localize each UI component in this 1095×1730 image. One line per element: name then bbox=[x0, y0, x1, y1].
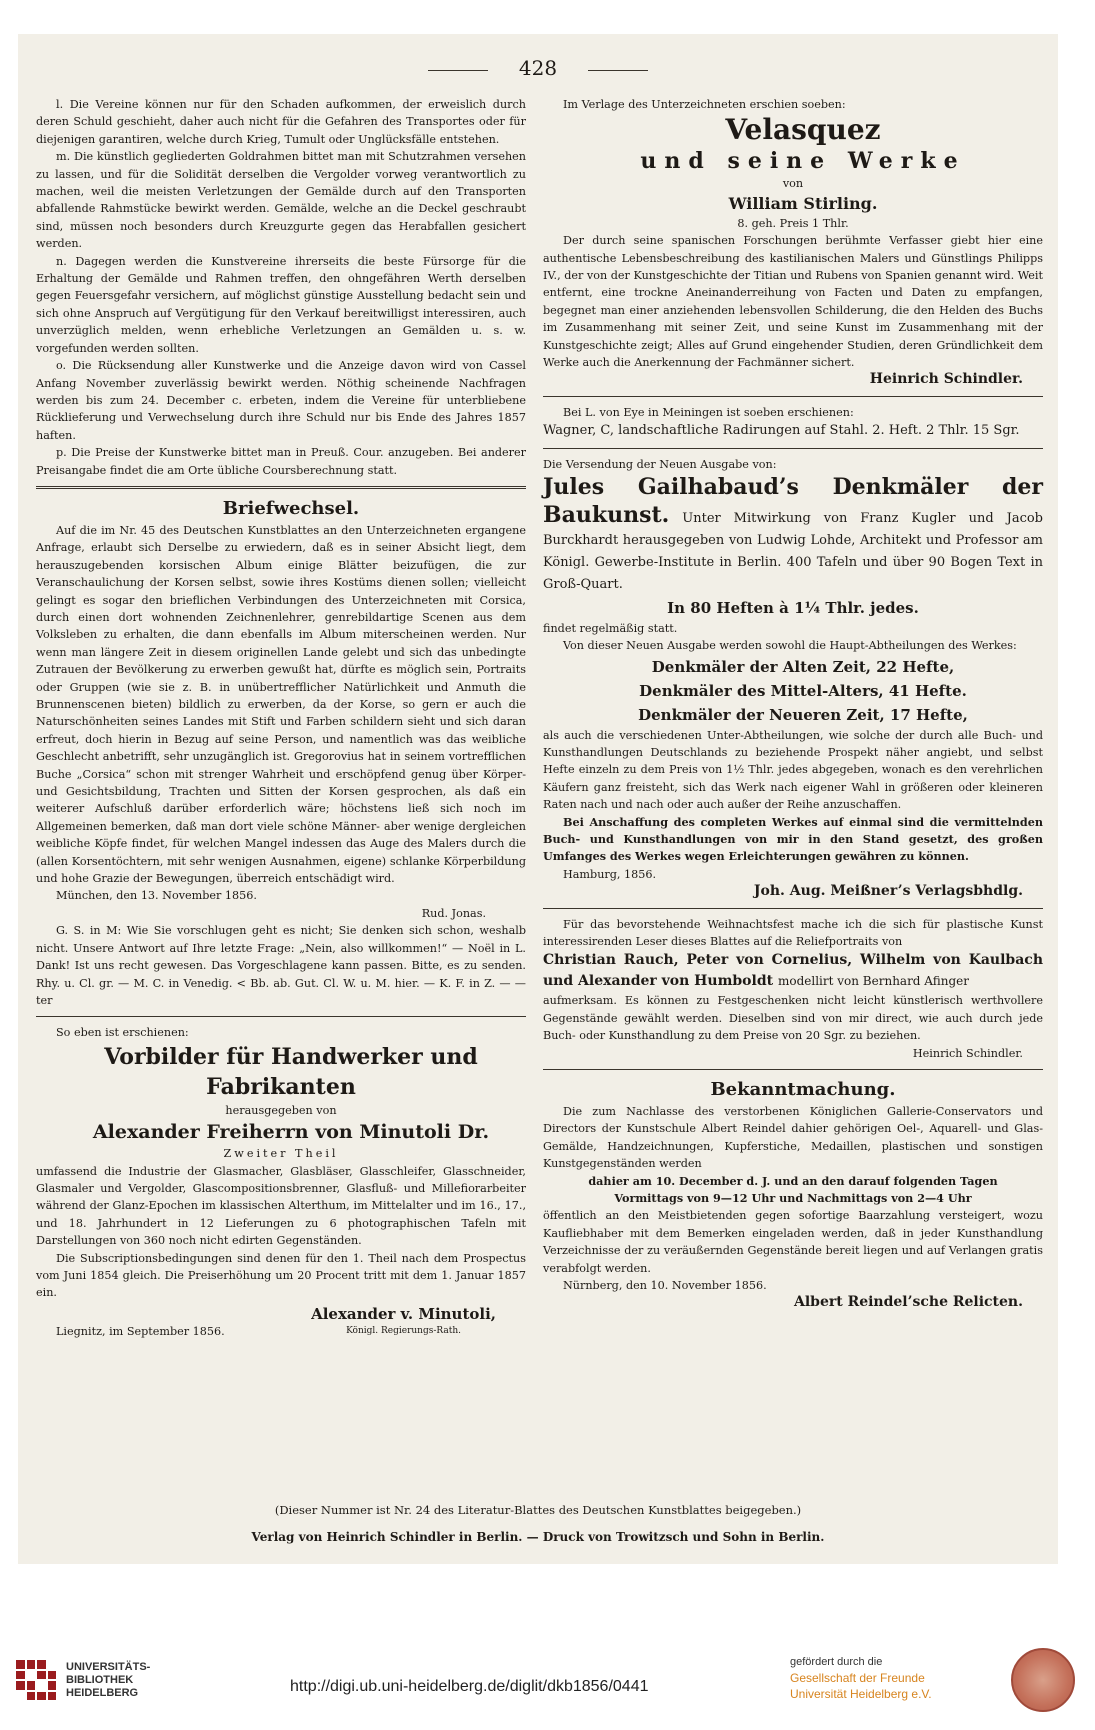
paragraph-l: l. Die Vereine können nur für den Schaden aufkommen, der erweislich durch deren Schuld geschieht, daher auch nicht für die Gefahren des Transportes oder für diejenigen garantiren, welche durch Krieg, Tumult oder Unglücksfälle entstehen. bbox=[36, 98, 526, 146]
sponsor-org: Gesellschaft der Freunde bbox=[790, 1671, 925, 1685]
velasquez-body: Der durch seine spanischen Forschungen berühmte Verfasser giebt hier eine authentische Lebensbeschreibung des kastilianischen Malers und Günstlings Philipps IV., der von der Kunstgeschichte der Titian und Rubens von Spanien genannt wird. Weit entfernt, eine trockne Aneinanderreihung von Facten und Daten zu empfangen, begegnet man einer anziehenden lebensvollen Schilderung, die den Helden des Buchs im Zusammenhang mit seiner Zeit, und seine Kunst im Zusammenhang mit der Kunstgeschichte zeigt; Alles auf Grund eingehender Studien, deren Gründlichkeit dem Werke auch die Anerkennung der Fachmänner sichert. bbox=[543, 234, 1043, 370]
list-item: Denkmäler des Mittel-Alters, 41 Hefte. bbox=[639, 681, 967, 700]
library-logo[interactable] bbox=[16, 1660, 150, 1700]
jules-findet: findet regelmäßig statt. bbox=[543, 621, 678, 635]
jules-von: Von dieser Neuen Ausgabe werden sowohl die Haupt-Abtheilungen des Werkes: bbox=[563, 639, 1017, 653]
viewer-bottom-bar bbox=[0, 1640, 1095, 1730]
bekanntmachung-signature: Albert Reindel’sche Relicten. bbox=[793, 1294, 1023, 1311]
jules-place: Hamburg, 1856. bbox=[563, 867, 657, 881]
footer-imprint: Verlag von Heinrich Schindler in Berlin. — Druck von Trowitzsch und Sohn in Berlin. bbox=[251, 1530, 825, 1544]
page-header bbox=[18, 54, 1058, 88]
vorbilder-signature: Alexander v. Minutoli, bbox=[311, 1304, 496, 1323]
divider bbox=[36, 1016, 526, 1017]
divider bbox=[543, 908, 1043, 909]
paragraph-p: p. Die Preise der Kunstwerke bittet man in Preuß. Cour. anzugeben. Bei anderer Preisangabe findet die am Orte übliche Coursberechnung statt. bbox=[36, 446, 526, 477]
jules-hefte: In 80 Heften à 1¼ Thlr. jedes. bbox=[667, 598, 919, 617]
jules-signature: Joh. Aug. Meißner’s Verlagsbhdlg. bbox=[753, 883, 1023, 900]
sponsor-credit bbox=[790, 1654, 932, 1702]
velasquez-price: 8. geh. Preis 1 Thlr. bbox=[737, 216, 849, 230]
vorbilder-title: Vorbilder für Handwerker und Fabrikanten bbox=[104, 1043, 478, 1100]
velasquez-von: von bbox=[782, 177, 804, 191]
eye-intro: Bei L. von Eye in Meiningen ist soeben erschienen: bbox=[563, 405, 854, 419]
briefwechsel-title: Briefwechsel. bbox=[222, 497, 360, 519]
university-seal-icon bbox=[1011, 1648, 1075, 1712]
left-column bbox=[36, 96, 526, 1341]
jules-bold: Bei Anschaffung des completen Werkes auf einmal sind die vermittelnden Buch- und Kunsthandlungen von mir in den Stand gesetzt, des großen Umfanges des Werkes wegen Erleichterungen gewähren zu können. bbox=[543, 814, 1043, 864]
weihnacht-intro: Für das bevorstehende Weihnachtsfest mache ich die sich für plastische Kunst interessirenden Leser dieses Blattes auf die Reliefportraits von bbox=[543, 917, 1043, 948]
paragraph-o: o. Die Rücksendung aller Kunstwerke und die Anzeige davon wird von Cassel Anfang November zuverlässig bewirkt werden. Nöthig scheinende Nachfragen werden bis zum 24. December c. erbeten, indem die Vereine für unterbliebene Rücklieferung und Verwechselung durch ihre Schuld nur bis Ende des Jahres 1857 haften. bbox=[36, 359, 526, 442]
sponsor-line: gefördert durch die bbox=[790, 1656, 883, 1668]
header-rule-left bbox=[428, 70, 488, 71]
weihnacht-body: aufmerksam. Es können zu Festgeschenken nicht leicht künstlerisch werthvollere Gegenstände gewählt werden. Dieselben sind von mir direct, wie auch durch jede Buch- oder Kunsthandlung zu dem Preise von 20 Sgr. zu beziehen. bbox=[543, 994, 1043, 1043]
jules-paragraph bbox=[543, 474, 1043, 596]
divider bbox=[36, 486, 526, 489]
newspaper-page bbox=[18, 34, 1058, 1564]
vorbilder-author: Alexander Freiherrn von Minutoli Dr. bbox=[92, 1121, 490, 1144]
paragraph-n: n. Dagegen werden die Kunstvereine ihrerseits die beste Fürsorge für die Erhaltung der Gemälde und Rahmen treffen, den ohngefähren Werth derselben gegen Feuersgefahr versichern, auf möglichst günstige Ausstellung bedacht sein und sich ohne Anspruch auf Vergütigung für den Verkauf bereitwilligst interessiren, auch unverzüglich melden, wenn erhebliche Verletzungen an Gemälden u. s. w. vorgefunden werden sollten. bbox=[36, 254, 526, 355]
velasquez-author: William Stirling. bbox=[728, 193, 878, 213]
weihnacht-rest: modellirt von Bernhard Afinger bbox=[777, 974, 970, 989]
sponsor-org: Universität Heidelberg e.V. bbox=[790, 1687, 932, 1701]
bekanntmachung-bold2: Vormittags von 9—12 Uhr und Nachmittags von 2—4 Uhr bbox=[614, 1191, 972, 1206]
divider bbox=[543, 1069, 1043, 1070]
library-name-line: BIBLIOTHEK bbox=[66, 1673, 134, 1686]
paragraph-m: m. Die künstlich gegliederten Goldrahmen bittet man mit Schutzrahmen versehen zu lassen, und für die Solidität derselben die Vergolder vorweg verantwortlich zu machen, weil die meisten Verletzungen der Gemälde durch auf den Transporten abfallende Rahmstücke bewirkt werden. Gemälde, welche an die Deckel geschraubt sind, müssen noch besonders durch Kreuzgurte gegen das Herabfallen gesichert werden. bbox=[36, 150, 526, 251]
bekanntmachung-bold1: dahier am 10. December d. J. und an den darauf folgenden Tagen bbox=[588, 1173, 998, 1188]
vorbilder-body: umfassend die Industrie der Glasmacher, Glasbläser, Glasschleifer, Glasschneider, Glasmaler und Vergolder, Glascompositionsbrenner, Glasfluß- und Millefiorarbeiter während der Glanz-Epochen im klassischen Alterthum, im Mittelalter und im 16., 17., und 18. Jahrhundert in 12 Lieferungen zu 6 photographischen Tafeln mit Darstellungen von 360 noch nicht edirten Gegenständen. bbox=[36, 1164, 526, 1248]
briefwechsel-signature: Rud. Jonas. bbox=[421, 906, 486, 920]
versendung-intro: Die Versendung der Neuen Ausgabe von: bbox=[543, 458, 777, 472]
weihnacht-signature: Heinrich Schindler. bbox=[912, 1046, 1023, 1060]
weihnacht-names: Christian Rauch, Peter von Cornelius, Wilhelm von Kaulbach und Alexander von Humboldt bbox=[543, 952, 1043, 990]
vorbilder-place: Liegnitz, im September 1856. bbox=[56, 1325, 225, 1339]
list-item: Denkmäler der Neueren Zeit, 17 Hefte, bbox=[638, 705, 968, 724]
velasquez-signature: Heinrich Schindler. bbox=[869, 371, 1023, 388]
divider bbox=[543, 448, 1043, 449]
jules-title: Jules Gailhabaud’s Denkmäler der Baukunst. bbox=[543, 473, 1043, 528]
briefwechsel-date: München, den 13. November 1856. bbox=[56, 889, 257, 903]
vorbilder-part: Zweiter Theil bbox=[223, 1147, 339, 1161]
library-name-line: UNIVERSITÄTS- bbox=[66, 1660, 151, 1673]
vorbilder-signature-block bbox=[311, 1306, 526, 1341]
list-item: Denkmäler der Alten Zeit, 22 Hefte, bbox=[651, 657, 955, 676]
briefwechsel-postscript: G. S. in M: Wie Sie vorschlugen geht es nicht; Sie denken sich schon, weshalb nicht. Unsere Antwort auf Ihre letzte Frage: „Nein, also willkommen!“ — Noël in L. Dank! Ist uns recht gewesen. Das Vorgeschlagene kann passen. Bitte, es zu senden. Rhy. u. Cl. gr. — M. C. in Venedig. < Bb. ab. Gut. Cl. W. u. M. hier. — K. F. in Z. — — ter bbox=[36, 924, 526, 1007]
divider bbox=[543, 396, 1043, 397]
velasquez-subtitle: und seine Werke bbox=[640, 148, 966, 175]
jules-details: Unter Mitwirkung von Franz Kugler und Jacob Burckhardt herausgegeben von Ludwig Lohde, Architekt und Professor am Königl. Gewerbe-Institute in Berlin. 400 Tafeln und über 90 Bogen Text in Groß-Quart. bbox=[543, 510, 1043, 592]
library-name-line: HEIDELBERG bbox=[66, 1686, 139, 1699]
vorbilder-intro: So eben ist erschienen: bbox=[56, 1026, 189, 1040]
vorbilder-rank: Königl. Regierungs-Rath. bbox=[346, 1326, 462, 1337]
velasquez-intro: Im Verlage des Unterzeichneten erschien soeben: bbox=[563, 98, 846, 111]
briefwechsel-body: Auf die im Nr. 45 des Deutschen Kunstblattes an den Unterzeichneten ergangene Anfrage, erlaubt sich Derselbe zu erwiedern, daß es in seiner Absicht liegt, dem herauszugebenden korsischen Album einige Blätter beizufügen, die zur Veranschaulichung der Korsen selbst, sowie ihres Kostüms dienen sollen; vielleicht gelingt es sogar den brieflichen Verbindungen des Unterzeichneten mit Corsica, durch einen dort wohnenden Zeichnenlehrer, genrebildartige Scenen aus dem Volksleben zu erhalten, die dann ebenfalls im Album miterscheinen werden. Nur wenn man längere Zeit in diesem originellen Lande gelebt und sich das unbedingte Zutrauen der Bevölkerung zu erwerben gewußt hat, dürfte es möglich sein, Portraits oder Gruppen (wie sie z. B. in unübertrefflicher Natürlichkeit und Anmuth die Brunnenscenen bieten) bildlich zu erwerben, da der Korse, so gern er auch die Naturschönheiten seines Landes mit Stift und Farben schildern sieht und sich daran erfreut, doch hierin in Bezug auf seine Person, und namentlich was das weibliche Geschlecht anbetrifft, sehr unzugänglich ist. Gregorovius hat in seinem vortrefflichen Buche „Corsica“ schon mit strenger Wahrheit und erschöpfend genug über Körper- und Gesichtsbildung, Trachten und Sitten der Korsen gesprochen, als daß ein weiterer Aufschluß darüber erforderlich wäre; höchstens ließ sich noch im Allgemeinen bemerken, daß man dort viele schöne Männer- aber wenige dergleichen weibliche Köpfe findet, für welchen Mangel indessen das Auge des Malers durch die (allen Korsentöchtern, mit sehr wenigen Ausnahmen, eigene) schlanke Körperbildung und hohe Grazie der Bewegungen, überreich entschädigt wird. bbox=[36, 523, 526, 886]
wagner-listing: Wagner, C, landschaftliche Radirungen auf Stahl. 2. Heft. 2 Thlr. 15 Sgr. bbox=[543, 423, 1020, 439]
page-number: 428 bbox=[518, 56, 558, 80]
weihnacht-names-paragraph bbox=[543, 950, 1043, 992]
library-logo-text bbox=[66, 1661, 150, 1700]
bekanntmachung-body2: öffentlich an den Meistbietenden gegen sofortige Baarzahlung versteigert, wozu Kaufliebhaber mit dem Bemerken eingeladen werden, daß in jeder Kunsthandlung Verzeichnisse der zu veräußernden Gegenstände bereit liegen und auf Verlangen gratis verabfolgt werden. bbox=[543, 1209, 1043, 1275]
vorbilder-subscription: Die Subscriptionsbedingungen sind denen für den 1. Theil nach dem Prospectus vom Juni 1854 gleich. Die Preiserhöhung um 20 Procent tritt mit dem 1. Januar 1857 ein. bbox=[36, 1251, 526, 1300]
vorbilder-by: herausgegeben von bbox=[225, 1103, 337, 1117]
right-column bbox=[543, 96, 1043, 1312]
vorbilder-footer bbox=[36, 1306, 526, 1341]
library-logo-icon bbox=[16, 1660, 56, 1700]
header-rule-right bbox=[588, 70, 648, 71]
bekanntmachung-title: Bekanntmachung. bbox=[710, 1079, 896, 1100]
bekanntmachung-body1: Die zum Nachlasse des verstorbenen Königlichen Gallerie-Conservators und Directors der Kunstschule Albert Reindel dahier gehörigen Oel-, Aquarell- und Glas-Gemälde, Handzeichnungen, Kupferstiche, Medaillen, plastischen und sonstigen Kunstgegenständen werden bbox=[543, 1105, 1043, 1171]
footer-note: (Dieser Nummer ist Nr. 24 des Literatur-Blattes des Deutschen Kunstblattes beigegeben.) bbox=[274, 1503, 802, 1517]
velasquez-title: Velasquez bbox=[725, 113, 881, 147]
bekanntmachung-place: Nürnberg, den 10. November 1856. bbox=[563, 1279, 767, 1293]
jules-als: als auch die verschiedenen Unter-Abtheilungen, wie solche der durch alle Buch- und Kunsthandlungen Deutschlands zu beziehende Prospekt näher angiebt, und selbst Hefte einzeln zu dem Preis von 1½ Thlr. jedes abgegeben, wonach es den verehrlichen Käufern ganz freisteht, sich das Werk nach eigener Wahl in größeren oder kleineren Raten nach und nach oder auch außer der Reihe anzuschaffen. bbox=[543, 728, 1043, 812]
permalink-url[interactable]: http://digi.ub.uni-heidelberg.de/diglit/dkb1856/0441 bbox=[290, 1678, 649, 1695]
